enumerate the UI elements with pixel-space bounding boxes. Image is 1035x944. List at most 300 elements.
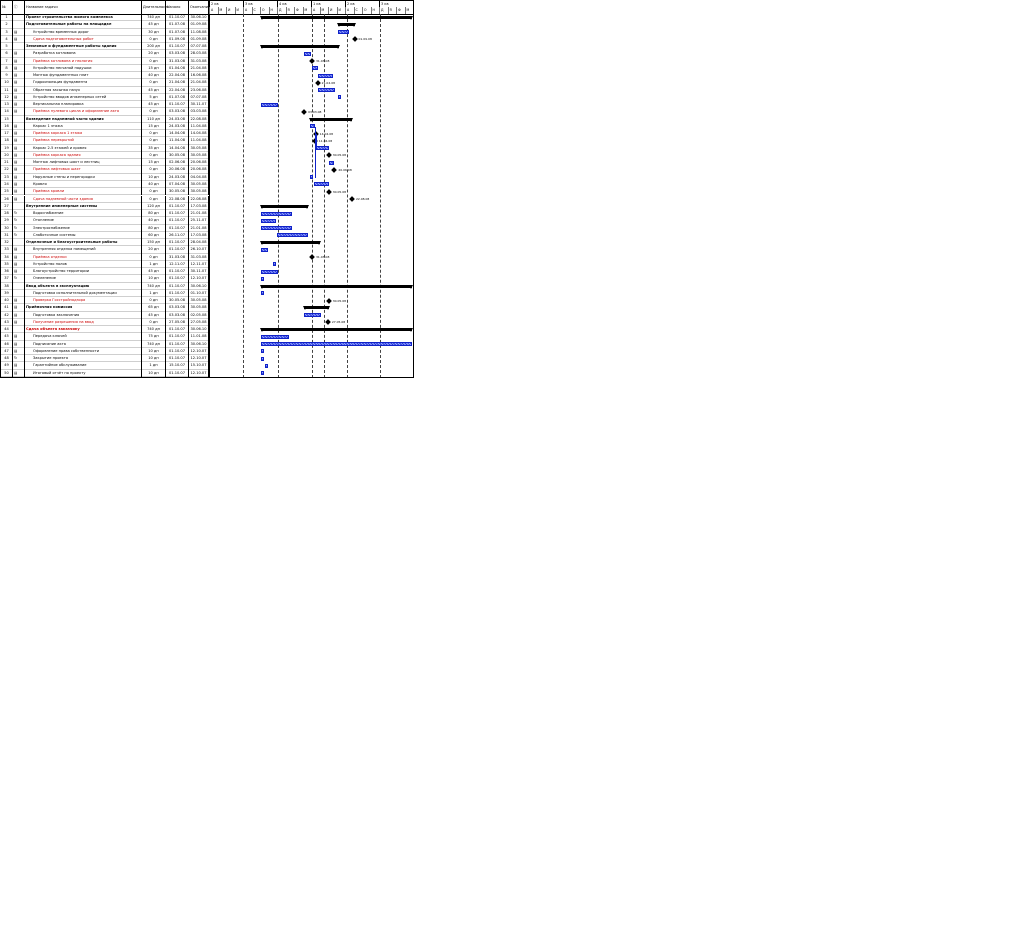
cell-dur: 1 дн [142,290,166,297]
cell-fin: 12.10.07 [189,348,209,355]
cell-id: 36 [1,268,13,275]
timescale-month: С [252,7,261,14]
table-row[interactable] [1,36,209,43]
cell-start: 30.05.08 [166,297,189,304]
cell-fin: 22.08.08 [189,196,209,203]
col-header-finish[interactable]: Окончание [189,1,209,14]
cell-dur: 40 дн [142,217,166,224]
cell-name: Приёмка каркаса здания [25,152,142,159]
cell-name: Земляные и фундаментные работы здания [25,43,142,50]
table-header [1,1,413,15]
note-icon: ▤ [13,188,25,195]
indicator-cell [13,14,25,21]
cell-fin: 11.01.08 [189,333,209,340]
note-icon: ▤ [13,50,25,57]
table-row[interactable] [1,362,209,369]
cell-fin: 30.06.10 [189,326,209,333]
cell-name: Приёмка нулевого цикла и оформление акта [25,108,142,115]
cell-start: 03.03.08 [166,108,189,115]
cell-id: 29 [1,217,13,224]
table-row[interactable] [1,181,209,188]
table-row[interactable] [1,239,209,246]
cell-name: Приёмка отделки [25,254,142,261]
cell-name: Внутренняя отделка помещений [25,246,142,253]
cell-start: 01.04.08 [166,65,189,72]
cell-id: 49 [1,362,13,369]
table-row[interactable] [1,21,209,28]
task-bar[interactable] [273,262,276,266]
milestone-marker[interactable] [349,196,355,202]
cell-start: 01.10.07 [166,101,189,108]
milestone-marker[interactable] [326,189,332,195]
cell-name: Кровля [25,181,142,188]
cell-start: 20.06.08 [166,166,189,173]
table-row[interactable] [1,14,209,21]
timescale-month: Я [286,7,295,14]
cell-fin: 04.04.08 [189,174,209,181]
cell-name: Каркас 1 этажа [25,123,142,130]
task-bar[interactable] [316,146,329,150]
cell-fin: 11.04.08 [189,123,209,130]
cell-id: 40 [1,297,13,304]
cell-id: 11 [1,87,13,94]
summary-bar[interactable] [261,285,412,288]
cell-fin: 30.11.07 [189,101,209,108]
note-icon: ▤ [13,348,25,355]
cell-fin: 30.06.10 [189,341,209,348]
cell-id: 15 [1,116,13,123]
timeline-gridline [347,14,348,378]
task-bar[interactable] [261,357,264,361]
table-row[interactable] [1,137,209,144]
summary-bar[interactable] [261,205,308,208]
timescale-month: И [235,7,244,14]
task-bar[interactable] [338,95,341,99]
timescale-month: С [354,7,363,14]
cell-fin: 30.06.10 [189,14,209,21]
cell-id: 45 [1,333,13,340]
task-bar[interactable] [261,335,289,339]
cell-fin: 30.05.08 [189,297,209,304]
task-bar[interactable] [265,364,268,368]
cell-start: 01.10.07 [166,370,189,377]
table-row[interactable] [1,268,209,275]
table-row[interactable] [1,210,209,217]
cell-id: 48 [1,355,13,362]
cell-dur: 15 дн [142,159,166,166]
cell-fin: 28.03.08 [189,50,209,57]
cell-id: 14 [1,108,13,115]
cell-start: 14.04.08 [166,130,189,137]
cell-dur: 20 дн [142,246,166,253]
cell-name: Приёмка кровли [25,188,142,195]
timescale-quarter: 3 кв [243,1,277,7]
cell-start: 01.10.07 [166,348,189,355]
note-icon: ▤ [13,58,25,65]
cell-name: Подготовка исполнительной документации [25,290,142,297]
milestone-marker[interactable] [352,36,358,42]
timescale-month: А [345,7,354,14]
recurring-icon: ↻ [13,210,25,217]
cell-name: Разработка котлована [25,50,142,57]
task-bar[interactable] [318,88,335,92]
table-row[interactable] [1,217,209,224]
note-icon: ▤ [13,130,25,137]
cell-fin: 01.09.08 [189,36,209,43]
cell-id: 12 [1,94,13,101]
table-row[interactable] [1,72,209,79]
cell-fin: 23.06.08 [189,87,209,94]
cell-dur: 80 дн [142,210,166,217]
milestone-date-label: 30.05.08 [332,153,347,158]
timescale-month: А [311,7,320,14]
timescale-month: М [218,7,227,14]
table-row[interactable] [1,261,209,268]
cell-name: Подготовка заключения [25,312,142,319]
cell-dur: 0 дн [142,108,166,115]
cell-dur: 60 дн [142,232,166,239]
timescale-quarter: 2 кв [345,1,379,7]
task-bar[interactable] [261,212,292,216]
table-row[interactable] [1,166,209,173]
timescale-month: А [243,7,252,14]
table-row[interactable] [1,43,209,50]
table-row[interactable] [1,196,209,203]
cell-start: 03.03.08 [166,312,189,319]
cell-name: Каркас 2-5 этажей и кровля [25,145,142,152]
milestone-marker[interactable] [326,298,332,304]
cell-start: 01.10.07 [166,217,189,224]
note-icon: ▤ [13,137,25,144]
note-icon: ▤ [13,341,25,348]
cell-id: 27 [1,203,13,210]
task-bar[interactable] [314,182,329,186]
cell-start: 30.05.08 [166,188,189,195]
cell-name: Приёмка каркаса 1 этажа [25,130,142,137]
note-icon: ▤ [13,79,25,86]
cell-fin: 01.10.07 [189,290,209,297]
table-row[interactable] [1,203,209,210]
table-row[interactable] [1,123,209,130]
note-icon: ▤ [13,319,25,326]
cell-start: 11.04.08 [166,137,189,144]
cell-fin: 20.06.08 [189,166,209,173]
milestone-date-label: 30.05.08 [332,298,347,303]
milestone-date-label: 11.04.08 [318,138,333,143]
table-row[interactable] [1,58,209,65]
cell-start: 01.07.08 [166,94,189,101]
task-bar[interactable] [261,103,278,107]
col-header-start[interactable]: Начало [166,1,189,14]
cell-dur: 45 дн [142,268,166,275]
table-row[interactable] [1,341,209,348]
table-row[interactable] [1,29,209,36]
table-row[interactable] [1,333,209,340]
cell-id: 34 [1,254,13,261]
summary-bar[interactable] [310,118,352,121]
task-bar[interactable] [310,175,313,179]
task-bar[interactable] [338,30,349,34]
cell-start: 30.05.08 [166,152,189,159]
cell-fin: 03.03.08 [189,108,209,115]
note-icon: ▤ [13,166,25,173]
table-row[interactable] [1,152,209,159]
table-row[interactable] [1,304,209,311]
cell-start: 01.10.07 [166,283,189,290]
indicator-cell [13,326,25,333]
cell-name: Отопление [25,217,142,224]
note-icon: ▤ [13,181,25,188]
note-icon: ▤ [13,159,25,166]
recurring-icon: ↻ [13,275,25,282]
note-icon: ▤ [13,362,25,369]
note-icon: ▤ [13,65,25,72]
table-row[interactable] [1,116,209,123]
task-bar[interactable] [304,313,321,317]
cell-name: Проверка Госстройнадзора [25,297,142,304]
table-row[interactable] [1,188,209,195]
task-bar[interactable] [261,349,264,353]
cell-fin: 14.04.08 [189,130,209,137]
note-icon: ▤ [13,87,25,94]
cell-id: 17 [1,130,13,137]
cell-start: 01.10.07 [166,203,189,210]
summary-bar[interactable] [261,45,339,48]
cell-id: 30 [1,225,13,232]
cell-id: 33 [1,246,13,253]
col-header-id[interactable]: № [1,1,13,14]
note-icon: ▤ [13,123,25,130]
cell-start: 24.03.08 [166,174,189,181]
cell-fin: 02.05.08 [189,312,209,319]
cell-id: 22 [1,166,13,173]
recurring-icon: ↻ [13,232,25,239]
cell-start: 01.10.07 [166,341,189,348]
task-bar[interactable] [261,291,264,295]
col-header-duration[interactable]: Длительность [142,1,166,14]
cell-start: 01.10.07 [166,210,189,217]
task-bar[interactable] [261,270,278,274]
cell-name: Вертикальная планировка [25,101,142,108]
cell-name: Передача ключей [25,333,142,340]
table-row[interactable] [1,283,209,290]
cell-dur: 110 дн [142,116,166,123]
table-row[interactable] [1,232,209,239]
table-row[interactable] [1,370,209,377]
indicator-cell [13,43,25,50]
cell-fin: 27.05.08 [189,319,209,326]
milestone-marker[interactable] [301,109,307,115]
task-bar[interactable] [304,52,311,56]
task-bar[interactable] [312,66,318,70]
milestone-marker[interactable] [332,167,338,173]
cell-start: 02.06.08 [166,159,189,166]
col-header-indicators[interactable]: ⓘ [13,1,25,14]
table-row[interactable] [1,174,209,181]
cell-dur: 45 дн [142,312,166,319]
cell-start: 01.10.07 [166,43,189,50]
gantt-view [0,0,414,378]
cell-start: 14.04.08 [166,145,189,152]
task-bar[interactable] [261,277,264,281]
cell-start: 22.04.08 [166,72,189,79]
cell-dur: 10 дн [142,370,166,377]
cell-start: 22.04.08 [166,87,189,94]
task-bar[interactable] [277,233,308,237]
note-icon: ▤ [13,174,25,181]
task-bar[interactable] [261,371,264,375]
cell-dur: 0 дн [142,319,166,326]
table-row[interactable] [1,65,209,72]
milestone-date-label: 22.08.08 [355,197,370,201]
cell-dur: 0 дн [142,36,166,43]
cell-name: Возведение надземной части здания [25,116,142,123]
cell-start: 01.10.07 [166,275,189,282]
cell-dur: 10 дн [142,355,166,362]
cell-id: 5 [1,43,13,50]
milestone-date-label: 20.06.08 [338,167,352,172]
cell-fin: 12.11.07 [189,261,209,268]
timescale-month: Н [371,7,380,14]
cell-start: 01.10.07 [166,268,189,275]
cell-fin: 30.05.08 [189,181,209,188]
recurring-icon: ↻ [13,355,25,362]
note-icon: ▤ [13,29,25,36]
task-bar[interactable] [261,248,268,252]
cell-start: 31.03.08 [166,58,189,65]
cell-start: 01.10.07 [166,333,189,340]
table-row[interactable] [1,254,209,261]
timescale-month: Я [388,7,397,14]
milestone-marker[interactable] [326,153,332,159]
cell-start: 22.08.08 [166,196,189,203]
col-header-task-name[interactable]: Название задачи [25,1,142,14]
cell-dur: 10 дн [142,174,166,181]
cell-start: 07.04.08 [166,181,189,188]
cell-start: 21.04.08 [166,79,189,86]
cell-start: 15.10.07 [166,362,189,369]
table-row[interactable] [1,319,209,326]
cell-name: Устройство вводов инженерных сетей [25,94,142,101]
timescale-month: О [362,7,371,14]
table-row[interactable] [1,159,209,166]
recurring-icon: ↻ [13,217,25,224]
milestone-date-label: 30.05.08 [332,189,347,194]
cell-start: 01.10.07 [166,14,189,21]
timescale-month: Ф [396,7,405,14]
cell-name: Устройство временных дорог [25,29,142,36]
cell-start: 31.03.08 [166,254,189,261]
table-row[interactable] [1,101,209,108]
cell-name: Сдача надземной части здания [25,196,142,203]
milestone-marker[interactable] [315,80,321,86]
table-row[interactable] [1,348,209,355]
cell-start: 01.10.07 [166,326,189,333]
table-row[interactable] [1,290,209,297]
task-bar[interactable] [329,161,334,165]
milestone-marker[interactable] [325,320,331,326]
table-row[interactable] [1,275,209,282]
task-bar[interactable] [261,226,292,230]
gantt-chart-area[interactable] [209,14,413,378]
table-row[interactable] [1,145,209,152]
cell-start: 24.03.08 [166,123,189,130]
cell-fin: 30.05.08 [189,152,209,159]
table-row[interactable] [1,355,209,362]
task-bar[interactable] [261,219,276,223]
milestone-marker[interactable] [309,58,315,64]
timescale-month: А [209,7,218,14]
table-row[interactable] [1,79,209,86]
table-row[interactable] [1,94,209,101]
summary-bar[interactable] [338,23,355,26]
table-row[interactable] [1,108,209,115]
note-icon: ▤ [13,333,25,340]
table-row[interactable] [1,297,209,304]
note-icon: ▤ [13,94,25,101]
summary-bar[interactable] [261,16,412,19]
table-row[interactable] [1,87,209,94]
table-row[interactable] [1,130,209,137]
cell-fin: 20.06.08 [189,159,209,166]
cell-dur: 150 дн [142,239,166,246]
note-icon: ▤ [13,101,25,108]
cell-name: Ввод объекта в эксплуатацию [25,283,142,290]
milestone-marker[interactable] [309,254,315,260]
task-bar[interactable] [318,74,333,78]
timeline-gridline [324,14,325,378]
table-row[interactable] [1,50,209,57]
indicator-cell [13,283,25,290]
summary-bar[interactable] [304,306,329,309]
cell-fin: 25.11.07 [189,217,209,224]
timeline-gridline [380,14,381,378]
cell-id: 6 [1,50,13,57]
cell-dur: 1 дн [142,362,166,369]
cell-fin: 12.10.07 [189,355,209,362]
cell-id: 35 [1,261,13,268]
note-icon: ▤ [13,304,25,311]
cell-dur: 740 дн [142,283,166,290]
cell-id: 24 [1,181,13,188]
cell-name: Отделочные и благоустроительные работы [25,239,142,246]
cell-fin: 26.10.07 [189,246,209,253]
cell-fin: 11.08.08 [189,29,209,36]
table-row[interactable] [1,326,209,333]
cell-id: 16 [1,123,13,130]
cell-id: 39 [1,290,13,297]
summary-bar[interactable] [261,241,320,244]
table-row[interactable] [1,225,209,232]
cell-name: Гидроизоляция фундамента [25,79,142,86]
summary-bar[interactable] [261,328,412,331]
timescale-month: М [405,7,414,14]
task-bar[interactable] [261,342,412,346]
table-row[interactable] [1,246,209,253]
table-row[interactable] [1,312,209,319]
timescale-month: М [320,7,329,14]
cell-dur: 45 дн [142,87,166,94]
cell-start: 24.03.08 [166,116,189,123]
timescale-quarter: 3 кв [379,1,413,7]
cell-name: Благоустройство территории [25,268,142,275]
timescale-month: И [337,7,346,14]
cell-name: Озеленение [25,275,142,282]
cell-dur: 5 дн [142,94,166,101]
cell-dur: 0 дн [142,166,166,173]
cell-name: Оформление права собственности [25,348,142,355]
cell-dur: 120 дн [142,203,166,210]
